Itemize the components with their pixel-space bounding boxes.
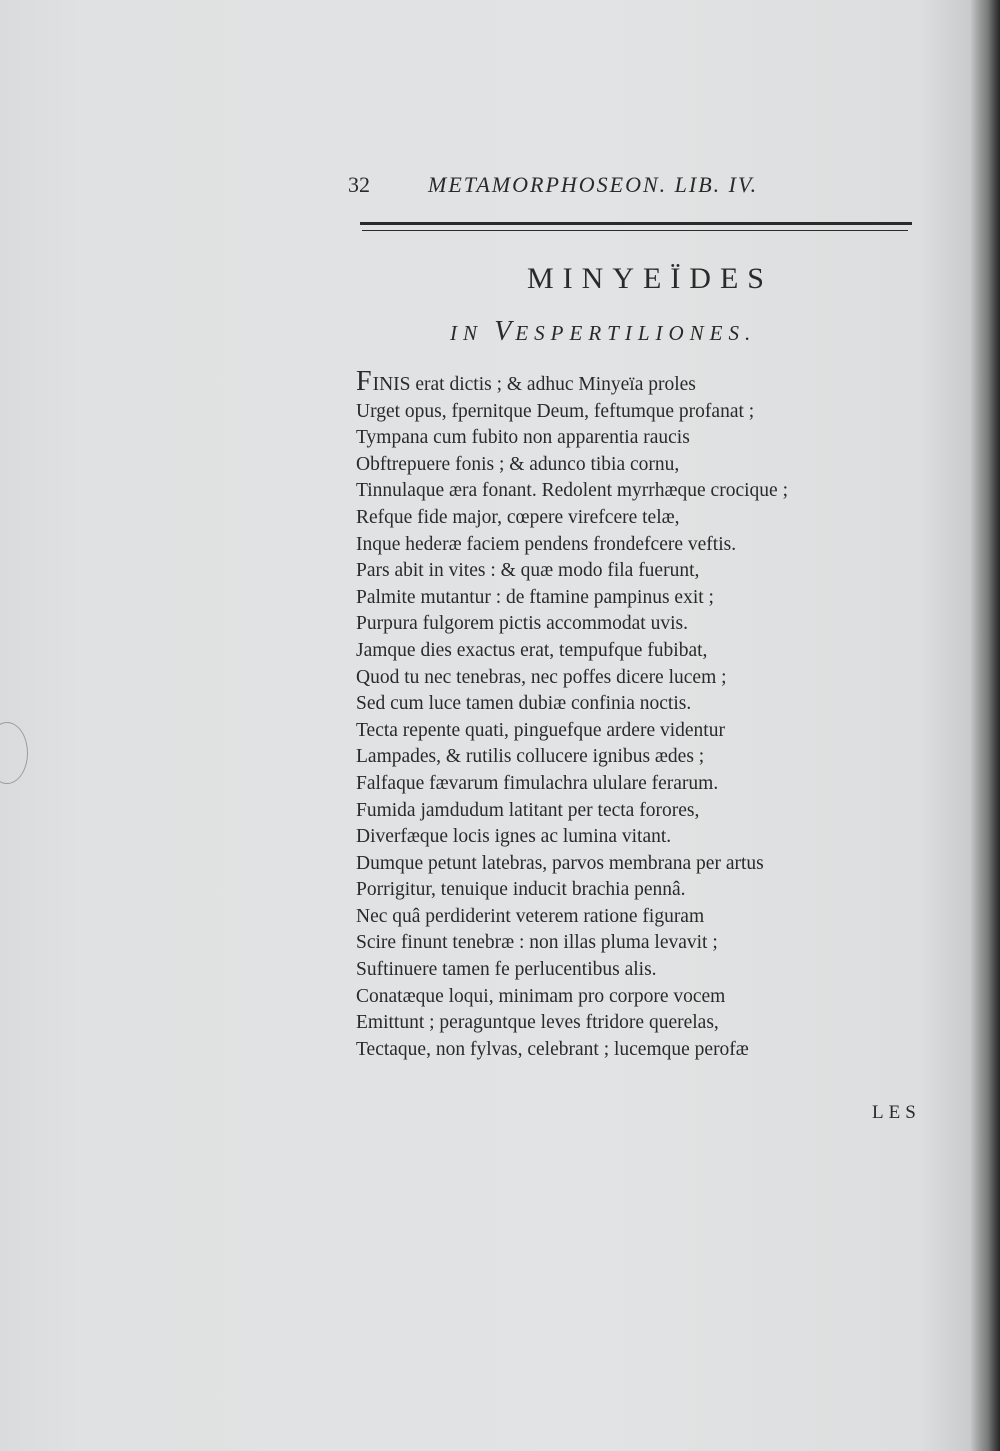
section-title: MINYEÏDES: [527, 262, 773, 295]
verse-line: Sed cum luce tamen dubiæ confinia noctis.: [356, 693, 692, 715]
subtitle-prefix: IN: [450, 321, 483, 345]
verse-line: Obftrepuere fonis ; & adunco tibia cornu,: [356, 453, 680, 475]
verse-line: Quod tu nec tenebras, nec poffes dicere lucem ;: [356, 666, 727, 688]
verse-line: Dumque petunt latebras, parvos membrana per artus: [356, 852, 764, 874]
verse-line: Conatæque loqui, minimam pro corpore vocem: [356, 985, 726, 1007]
section-subtitle: [450, 316, 756, 348]
header-rule-thick: [360, 222, 912, 225]
verse-line: Pars abit in vites : & quæ modo fila fuerunt,: [356, 560, 700, 582]
verse-line: Tectaque, non fylvas, celebrant ; lucemque perofæ: [356, 1038, 749, 1060]
verse-first-caps: INIS: [372, 374, 411, 395]
subtitle-initial: V: [494, 316, 516, 347]
subtitle-rest: ESPERTILIONES.: [515, 321, 757, 345]
verse-line: Porrigitur, tenuique inducit brachia pennâ.: [356, 879, 686, 901]
verse-line: Suftinuere tamen fe perlucentibus alis.: [356, 959, 657, 981]
verse-line: Palmite mutantur : de ftamine pampinus exit ;: [356, 586, 714, 608]
verse-line: Refque fide major, cœpere virefcere telæ,: [356, 506, 680, 528]
verse-list: [356, 366, 916, 1063]
running-head-text: METAMORPHOSEON. LIB. IV.: [428, 172, 759, 197]
verse-line: Tympana cum fubito non apparentia raucis: [356, 427, 690, 449]
verse-line: Scire finunt tenebræ : non illas pluma levavit ;: [356, 932, 718, 954]
verse-first-rest: erat dictis ; & adhuc Minyeïa proles: [410, 374, 696, 395]
verse-line: Jamque dies exactus erat, tempufque fubibat,: [356, 639, 708, 661]
drop-cap: F: [356, 366, 373, 397]
verse-line: Diverfæque locis ignes ac lumina vitant.: [356, 826, 672, 848]
verse-line: [356, 366, 916, 399]
running-head: [348, 172, 908, 202]
verse-line: Falfaque fævarum fimulachra ululare ferarum.: [356, 772, 719, 794]
verse-line: Urget opus, fpernitque Deum, feftumque profanat ;: [356, 400, 755, 422]
catchword: LES: [872, 1102, 921, 1123]
page-number: 32: [348, 172, 370, 197]
verse-line: Emittunt ; peraguntque leves ftridore querelas,: [356, 1012, 719, 1034]
verse-line: Nec quâ perdiderint veterem ratione figuram: [356, 905, 705, 927]
verse-line: Tecta repente quati, pinguefque ardere videntur: [356, 719, 725, 741]
verse-line: Inque hederæ faciem pendens frondefcere veftis.: [356, 533, 737, 555]
header-rule-thin: [362, 230, 908, 231]
verse-line: Fumida jamdudum latitant per tecta forores,: [356, 799, 700, 821]
page-fold-mark: [0, 722, 28, 784]
verse-line: Purpura fulgorem pictis accommodat uvis.: [356, 613, 688, 635]
verse-line: Lampades, & rutilis collucere ignibus ædes ;: [356, 746, 705, 768]
binding-shadow: [970, 0, 1000, 1451]
verse-line: Tinnulaque æra fonant. Redolent myrrhæque crocique ;: [356, 480, 788, 502]
